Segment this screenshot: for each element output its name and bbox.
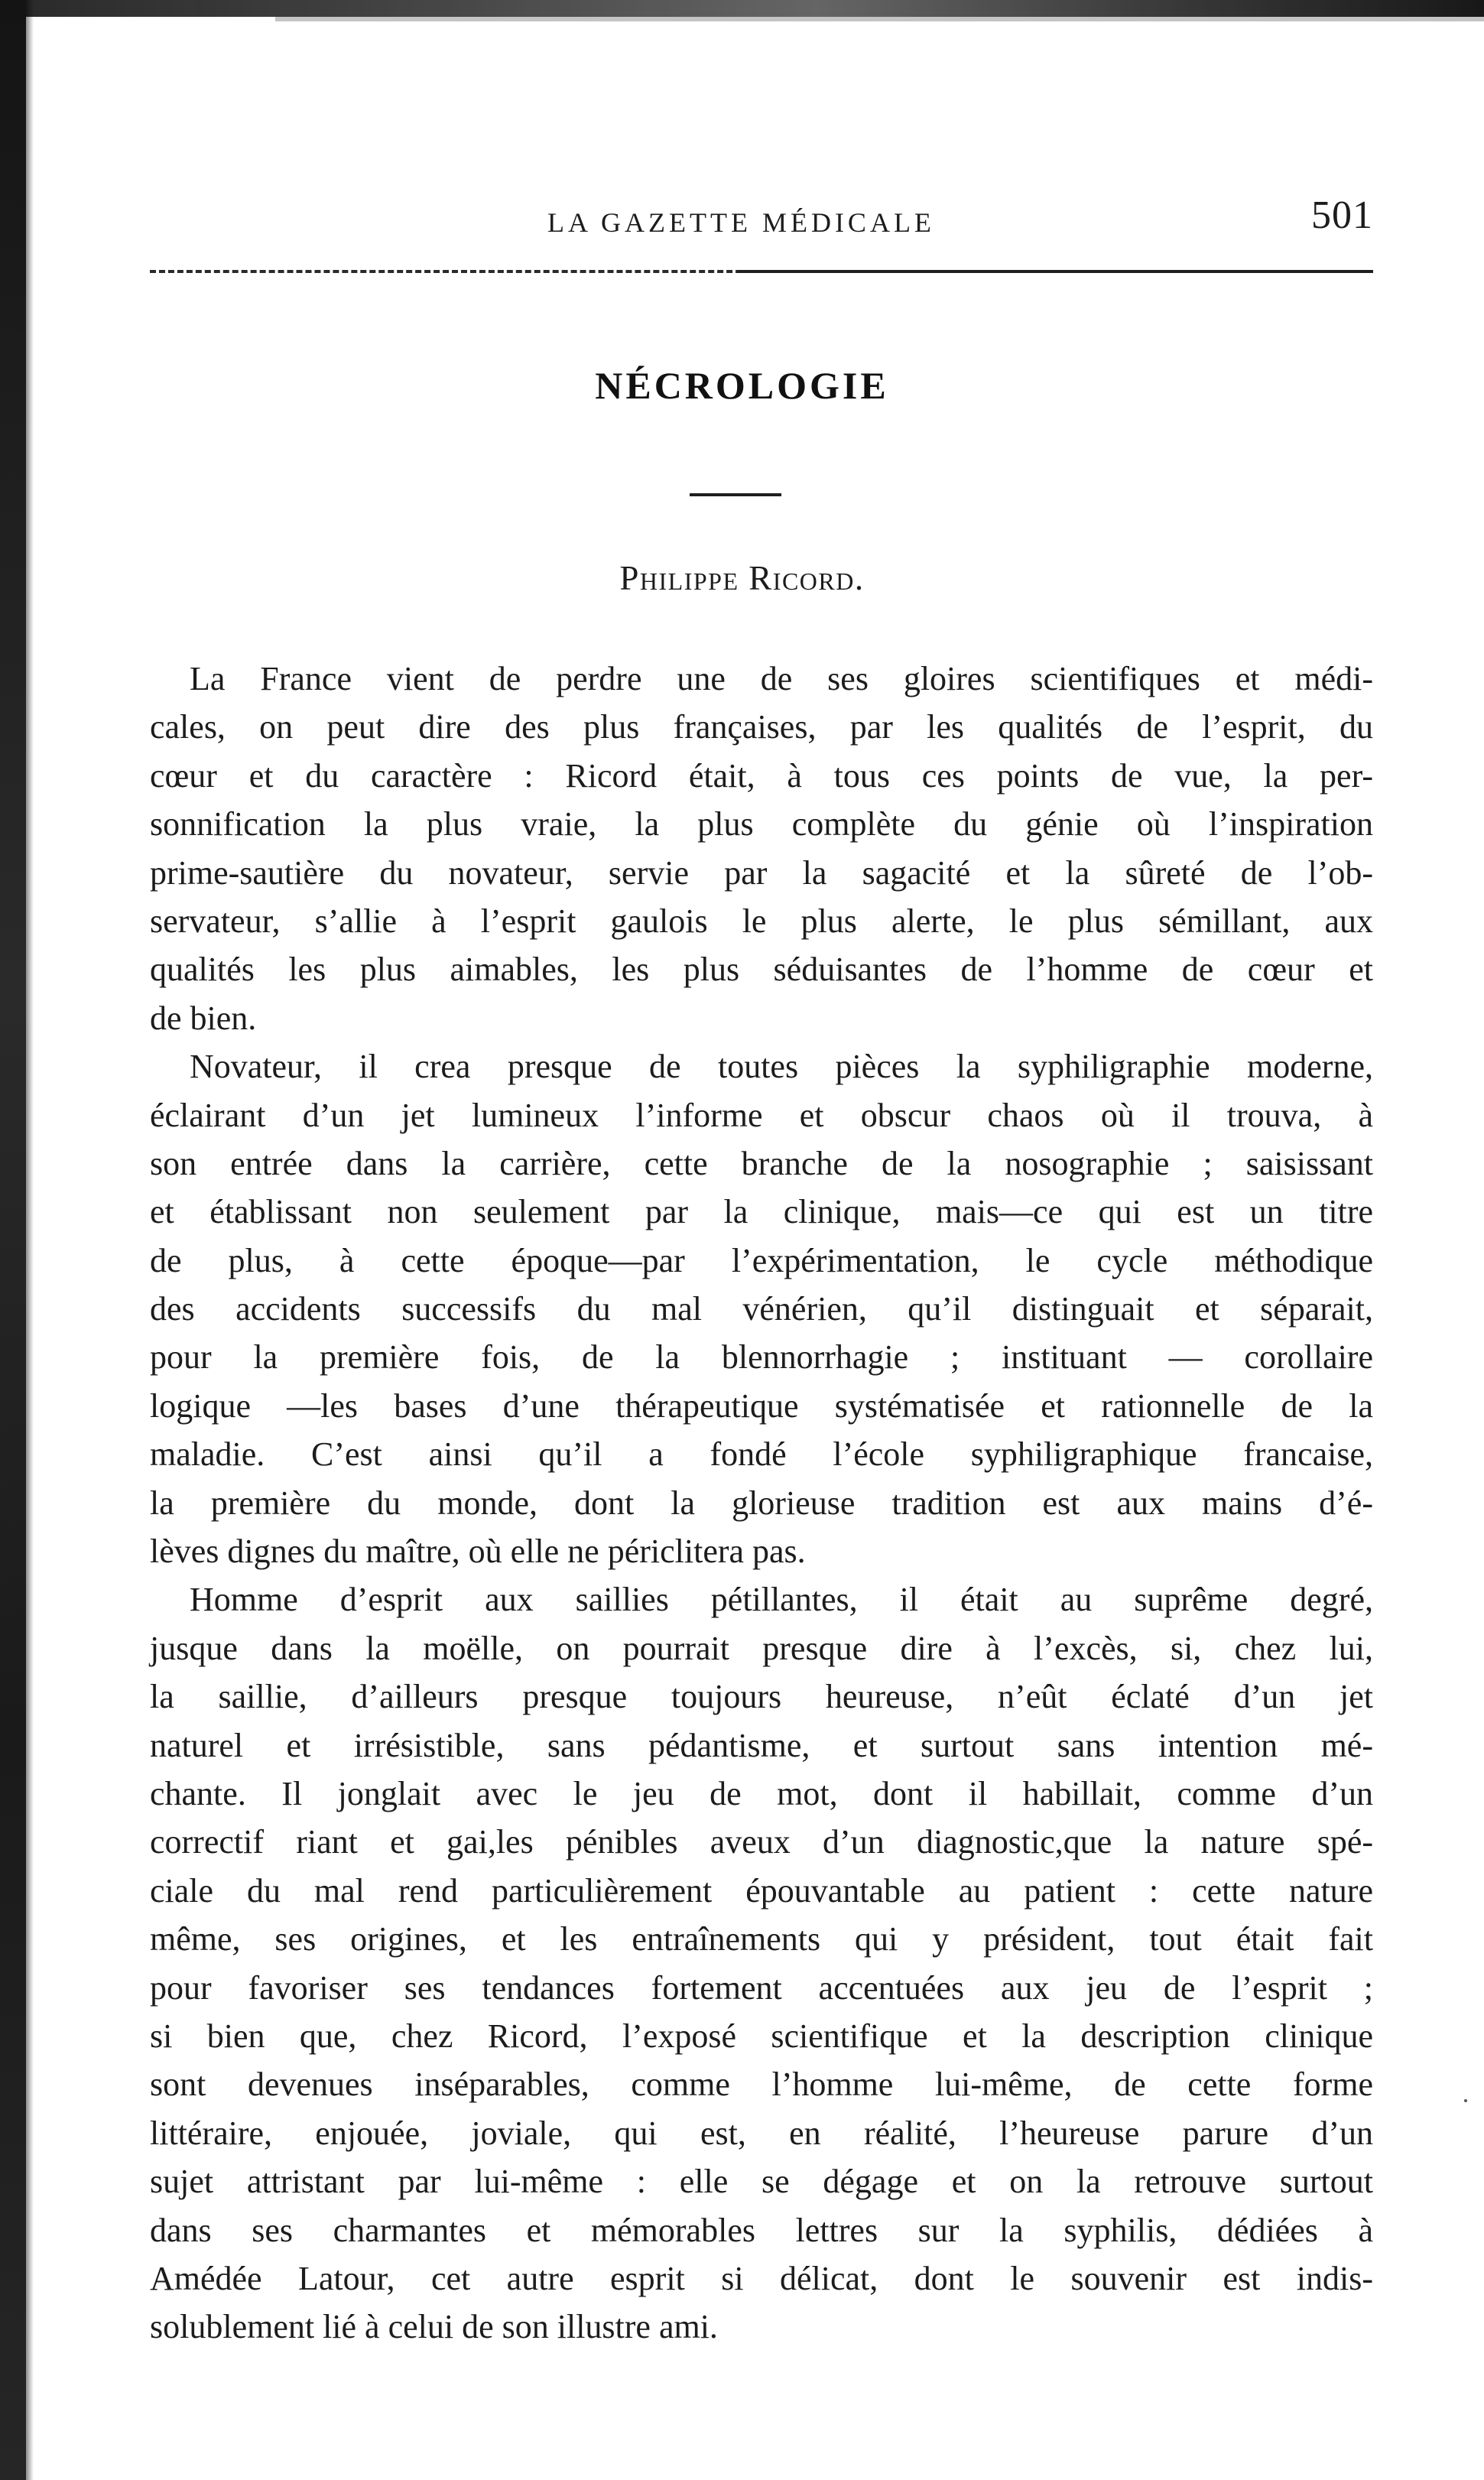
text-line: qualités les plus aimables, les plus séduisantes de l’homme de cœur et [150,951,1373,989]
text-line: naturel et irrésistible, sans pédantisme, et surtout sans intention mé- [150,1726,1373,1764]
text-line: servateur, s’allie à l’esprit gaulois le plus alerte, le plus sémillant, aux [150,902,1373,940]
text-line: dans ses charmantes et mémorables lettres sur la syphilis, dédiées à [150,2211,1373,2249]
paragraph [150,1575,1373,2351]
text-line: logique —les bases d’une thérapeutique systématisée et rationnelle de la [150,1386,1373,1425]
text-line: pour la première fois, de la blennorrhagie ; instituant — corollaire [150,1338,1373,1377]
text-line: et établissant non seulement par la clinique, mais—ce qui est un titre [150,1193,1373,1231]
running-header [150,191,1373,252]
text-line: jusque dans la moëlle, on pourrait presque dire à l’excès, si, chez lui, [150,1629,1373,1667]
text-line: lèves dignes du maître, où elle ne périclitera pas. [150,1533,806,1571]
header-rule-solid [738,270,1373,273]
text-line: même, ses origines, et les entraînements qui y président, tout était fait [150,1920,1373,1958]
running-title: LA GAZETTE MÉDICALE [547,207,935,238]
paragraph [150,1042,1373,1575]
text-line: la première du monde, dont la glorieuse tradition est aux mains d’é- [150,1484,1373,1522]
text-line: prime-sautière du novateur, servie par la sagacité et la sûreté de l’ob- [150,853,1373,892]
text-line: sujet attristant par lui-même : elle se dégage et on la retrouve surtout [150,2163,1373,2201]
text-line: de plus, à cette époque—par l’expérimentation, le cycle méthodique [150,1241,1373,1279]
text-line: de bien. [150,999,257,1037]
text-line: Amédée Latour, cet autre esprit si délicat, dont le souvenir est indis- [150,2259,1373,2297]
text-line: sont devenues inséparables, comme l’homme lui-même, de cette forme [150,2066,1373,2104]
page-number: 501 [1311,193,1373,237]
text-line: Novateur, il crea presque de toutes pièces la syphiligraphie moderne, [190,1048,1373,1086]
text-line: ciale du mal rend particulièrement épouvantable au patient : cette nature [150,1871,1373,1910]
text-line: correctif riant et gai,les pénibles aveux d’un diagnostic,que la nature spé- [150,1823,1373,1861]
text-line: cœur et du caractère : Ricord était, à tous ces points de vue, la per- [150,756,1373,795]
text-line: chante. Il jonglait avec le jeu de mot, dont il habillait, comme d’un [150,1774,1373,1812]
paragraph [150,655,1373,1042]
text-line: La France vient de perdre une de ses gloires scientifiques et médi- [190,660,1373,697]
section-rule [690,493,781,496]
text-line: si bien que, chez Ricord, l’exposé scientifique et la description clinique [150,2017,1373,2055]
scan-top-edge [0,0,1484,17]
text-line: la saillie, d’ailleurs presque toujours heureuse, n’eût éclaté d’un jet [150,1678,1373,1716]
text-line: pour favoriser ses tendances fortement accentuées aux jeu de l’esprit ; [150,1968,1373,2007]
section-title: NÉCROLOGIE [595,364,889,407]
text-line: littéraire, enjouée, joviale, qui est, en réalité, l’heureuse parure d’un [150,2114,1373,2152]
text-line: son entrée dans la carrière, cette branche de la nosographie ; saisissant [150,1144,1373,1182]
scan-speck [1464,2099,1467,2102]
article-body [150,655,1373,2352]
text-line: éclairant d’un jet lumineux l’informe et obscur chaos où il trouva, à [150,1096,1373,1134]
text-line: Homme d’esprit aux saillies pétillantes, il était au suprême degré, [190,1581,1373,1619]
text-line: maladie. C’est ainsi qu’il a fondé l’école syphiligraphique francaise, [150,1435,1373,1474]
text-line: cales, on peut dire des plus françaises, par les qualités de l’esprit, du [150,708,1373,746]
text-line: sonnification la plus vraie, la plus complète du génie où l’inspiration [150,805,1373,843]
text-line: des accidents successifs du mal vénérien, qu’il distinguait et séparait, [150,1290,1373,1328]
obituary-subject: Philippe Ricord. [619,559,865,597]
text-line: solublement lié à celui de son illustre ami. [150,2308,718,2346]
